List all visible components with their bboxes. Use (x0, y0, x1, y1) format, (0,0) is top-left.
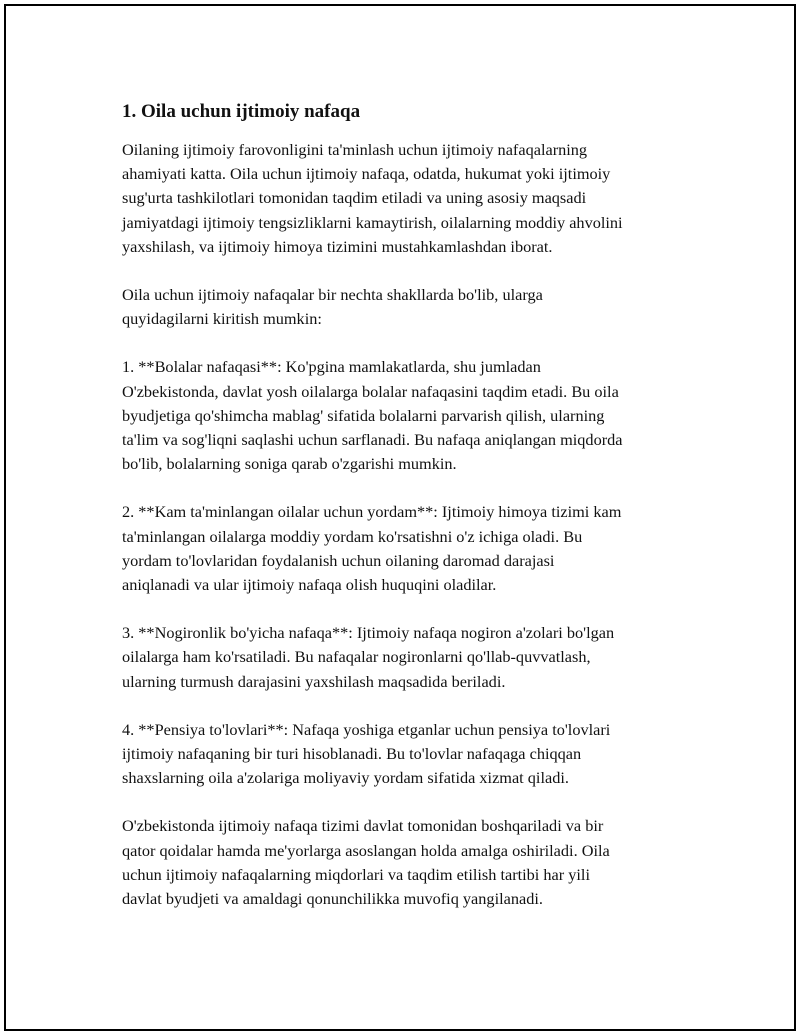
text-line: shaxslarning oila a'zolariga moliyaviy yordam sifatida xizmat qiladi. (122, 768, 569, 788)
text-line: ularning turmush darajasini yaxshilash maqsadida beriladi. (122, 671, 506, 691)
paragraph (122, 138, 702, 259)
text-line: 3. **Nogironlik bo'yicha nafaqa**: Ijtimoiy nafaqa nogiron a'zolari bo'lgan (122, 623, 615, 643)
text-line: uchun ijtimoiy nafaqalarning miqdorlari va taqdim etilish tartibi har yili (122, 864, 590, 884)
text-line: yaxshilash, va ijtimoiy himoya tizimini mustahkamlashdan iborat. (122, 236, 553, 256)
text-line: 1. **Bolalar nafaqasi**: Ko'pgina mamlakatlarda, shu jumladan (122, 357, 541, 377)
text-line: oilalarga ham ko'rsatiladi. Bu nafaqalar nogironlarni qo'llab-quvvatlash, (122, 647, 591, 667)
paragraph (122, 283, 702, 331)
text-line: 4. **Pensiya to'lovlari**: Nafaqa yoshiga etganlar uchun pensiya to'lovlari (122, 719, 611, 739)
text-line: ta'minlangan oilalarga moddiy yordam ko'rsatishni o'z ichiga oladi. Bu (122, 526, 583, 546)
paragraph (122, 814, 702, 911)
text-line: bo'lib, bolalarning soniga qarab o'zgarishi mumkin. (122, 454, 457, 474)
paragraph (122, 718, 702, 791)
text-line: aniqlanadi va ular ijtimoiy nafaqa olish huquqini oladilar. (122, 575, 497, 595)
text-line: ahamiyati katta. Oila uchun ijtimoiy nafaqa, odatda, hukumat yoki ijtimoiy (122, 164, 611, 184)
text-line: 2. **Kam ta'minlangan oilalar uchun yordam**: Ijtimoiy himoya tizimi kam (122, 502, 622, 522)
text-line: quyidagilarni kiritish mumkin: (122, 309, 322, 329)
text-line: O'zbekistonda, davlat yosh oilalarga bolalar nafaqasini taqdim etadi. Bu oila (122, 381, 619, 401)
text-line: byudjetiga qo'shimcha mablag' sifatida bolalarni parvarish qilish, ularning (122, 405, 605, 425)
text-line: jamiyatdagi ijtimoiy tengsizliklarni kamaytirish, oilalarning moddiy ahvolini (122, 212, 623, 232)
text-line: qator qoidalar hamda me'yorlarga asoslangan holda amalga oshiriladi. Oila (122, 840, 610, 860)
paragraph-list (122, 138, 702, 911)
text-line: ta'lim va sog'liqni saqlashi uchun sarflanadi. Bu nafaqa aniqlangan miqdorda (122, 430, 623, 450)
text-line: Oila uchun ijtimoiy nafaqalar bir nechta shakllarda bo'lib, ularga (122, 285, 543, 305)
paragraph (122, 621, 702, 694)
document-body (122, 98, 702, 935)
text-line: davlat byudjeti va amaldagi qonunchilikka muvofiq yangilanadi. (122, 889, 543, 909)
text-line: Oilaning ijtimoiy farovonligini ta'minlash uchun ijtimoiy nafaqalarning (122, 140, 588, 159)
section-heading: 1. Oila uchun ijtimoiy nafaqa (122, 101, 361, 122)
text-line: ijtimoiy nafaqaning bir turi hisoblanadi. Bu to'lovlar nafaqaga chiqqan (122, 744, 582, 764)
text-line: O'zbekistonda ijtimoiy nafaqa tizimi davlat tomonidan boshqariladi va bir (122, 816, 604, 836)
paragraph (122, 355, 702, 476)
page-frame (4, 4, 796, 1031)
text-line: yordam to'lovlaridan foydalanish uchun oilaning daromad darajasi (122, 550, 555, 570)
text-line: sug'urta tashkilotlari tomonidan taqdim etiladi va uning asosiy maqsadi (122, 188, 587, 208)
paragraph (122, 500, 702, 597)
